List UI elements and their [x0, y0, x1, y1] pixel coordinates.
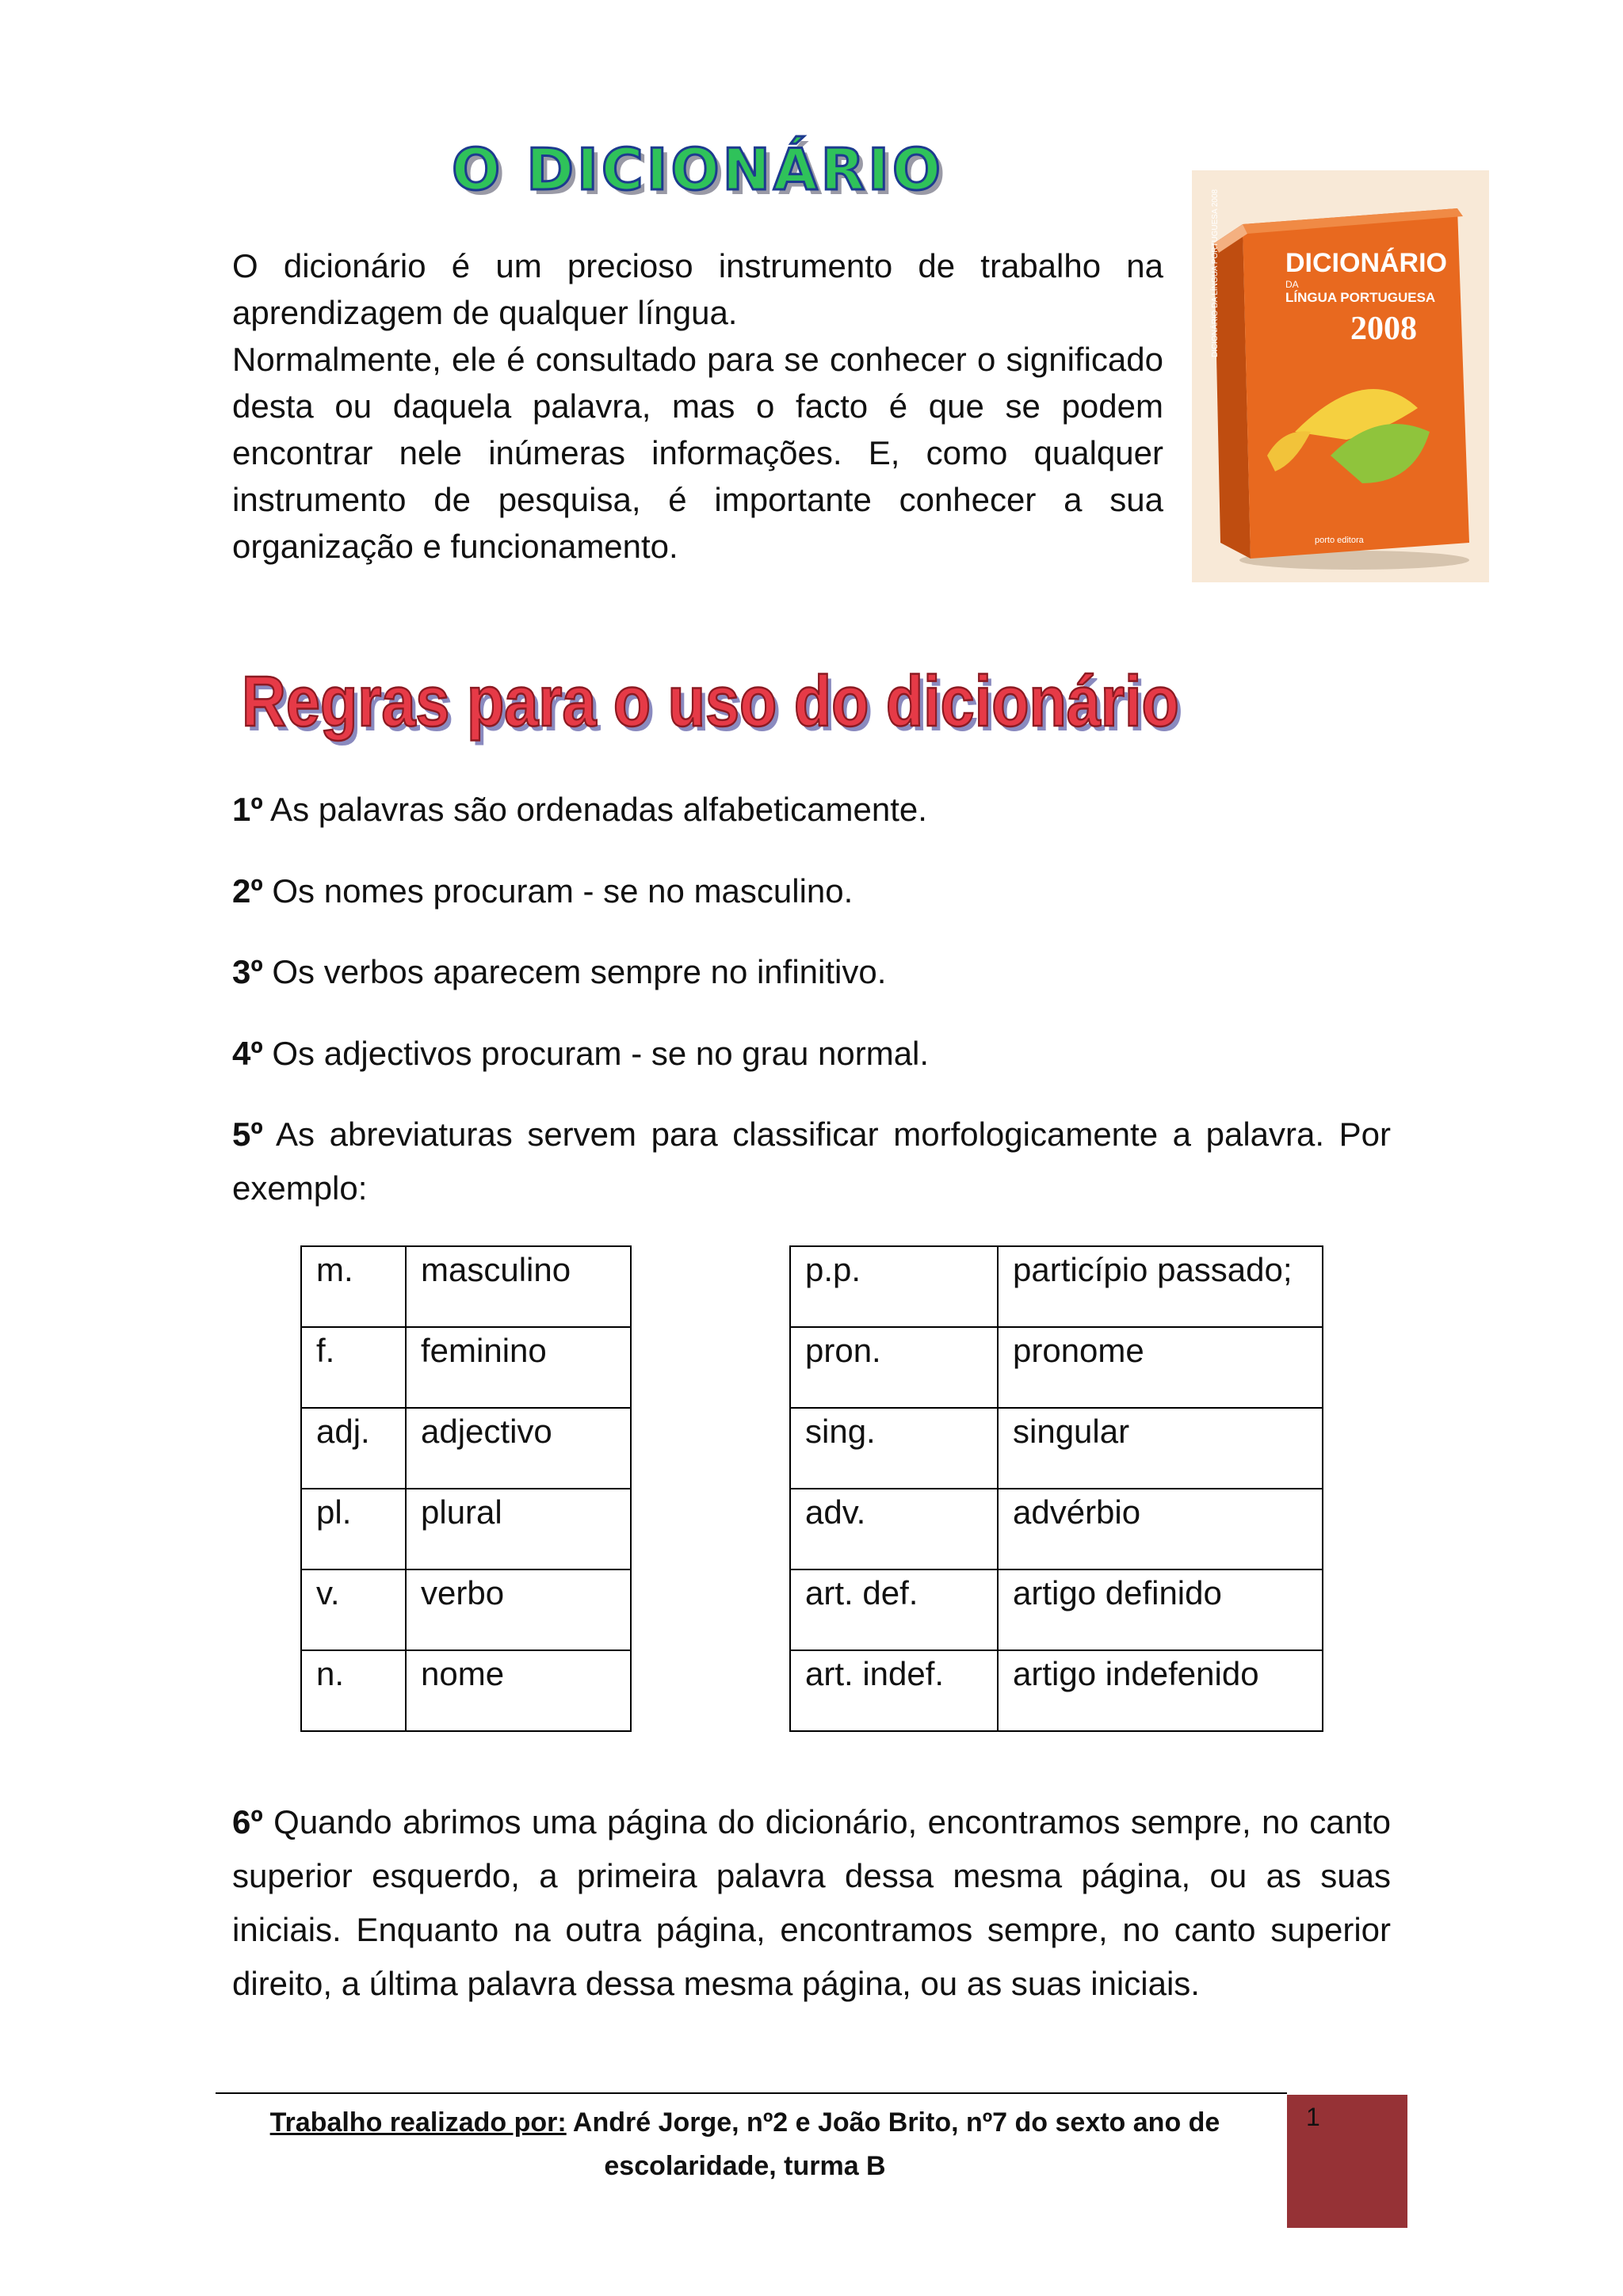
page-number-box: [1287, 2095, 1407, 2228]
page-title: O DICIONÁRIO: [452, 136, 945, 203]
abbreviations-table-left: [300, 1245, 632, 1732]
abbr-cell: art. def.: [790, 1569, 998, 1650]
abbr-cell: v.: [301, 1569, 406, 1650]
rule-number: 4º: [232, 1035, 263, 1072]
rule-6: [232, 1795, 1391, 2011]
meaning-cell: adjectivo: [406, 1408, 631, 1489]
rule-4: [232, 1027, 1391, 1081]
meaning-cell: artigo indefenido: [998, 1650, 1323, 1731]
abbr-cell: f.: [301, 1327, 406, 1408]
abbr-cell: art. indef.: [790, 1650, 998, 1731]
rule-3: [232, 945, 1391, 999]
meaning-cell: masculino: [406, 1246, 631, 1327]
abbr-cell: pron.: [790, 1327, 998, 1408]
meaning-cell: artigo definido: [998, 1569, 1323, 1650]
book-cover-year: 2008: [1350, 311, 1417, 347]
rule-text: As abreviaturas servem para classificar morfologicamente a palavra. Por exemplo:: [232, 1116, 1391, 1207]
abbr-cell: sing.: [790, 1408, 998, 1489]
intro-paragraph-2: Normalmente, ele é consultado para se conhecer o significado desta ou daquela palavra, mas o facto é que se podem encontrar nele inúmeras informações. E, como qualquer instrumento de pesquisa, é importante conhecer a sua organização e funcionamento.: [232, 341, 1163, 565]
table-row: [790, 1246, 1323, 1327]
table-row: [790, 1489, 1323, 1569]
meaning-cell: particípio passado;: [998, 1246, 1323, 1327]
rule-number: 1º: [232, 791, 263, 828]
intro-paragraph-1: O dicionário é um precioso instrumento de trabalho na aprendizagem de qualquer língua.: [232, 247, 1163, 331]
abbr-cell: adv.: [790, 1489, 998, 1569]
meaning-cell: pronome: [998, 1327, 1323, 1408]
meaning-cell: singular: [998, 1408, 1323, 1489]
table-row: [790, 1408, 1323, 1489]
footer-label: Trabalho realizado por:: [269, 2107, 567, 2138]
footer-authors: André Jorge, nº2 e João Brito, nº7 do sexto ano de escolaridade, turma B: [566, 2107, 1220, 2181]
abbreviations-table-right: [789, 1245, 1323, 1732]
section-title: Regras para o uso do dicionário: [242, 662, 1179, 742]
rule-number: 6º: [232, 1803, 263, 1840]
table-row: [301, 1569, 631, 1650]
rule-5: [232, 1108, 1391, 1215]
dictionary-book-image: [1192, 170, 1489, 582]
rule-text: Quando abrimos uma página do dicionário, encontramos sempre, no canto superior esquerdo, a primeira palavra dessa mesma página, ou as suas iniciais. Enquanto na outra página, encontramos sempre, no canto superior direito, a última palavra dessa mesma página, ou as suas iniciais.: [232, 1803, 1391, 2002]
rule-text: Os nomes procuram - se no masculino.: [262, 872, 854, 910]
meaning-cell: verbo: [406, 1569, 631, 1650]
book-publisher: porto editora: [1315, 536, 1364, 545]
rule-text: As palavras são ordenadas alfabeticamente.: [262, 791, 927, 828]
abbr-cell: p.p.: [790, 1246, 998, 1327]
meaning-cell: plural: [406, 1489, 631, 1569]
rule-number: 2º: [232, 872, 263, 910]
table-row: [790, 1569, 1323, 1650]
rule-2: [232, 864, 1391, 918]
book-spine-text: DICIONÁRIO DA LÍNGUA PORTUGUESA 2008: [1211, 189, 1220, 357]
abbr-cell: pl.: [301, 1489, 406, 1569]
rule-text: Os adjectivos procuram - se no grau normal.: [262, 1035, 930, 1072]
abbr-cell: n.: [301, 1650, 406, 1731]
footer-divider: [216, 2092, 1287, 2094]
footer-credits: [230, 2101, 1260, 2188]
meaning-cell: advérbio: [998, 1489, 1323, 1569]
table-row: [790, 1650, 1323, 1731]
meaning-cell: nome: [406, 1650, 631, 1731]
book-cover-title: DICIONÁRIO: [1285, 248, 1447, 278]
rule-text: Os verbos aparecem sempre no infinitivo.: [262, 953, 887, 990]
table-row: [301, 1650, 631, 1731]
table-row: [301, 1489, 631, 1569]
rule-1: [232, 783, 1391, 837]
table-row: [790, 1327, 1323, 1408]
table-row: [301, 1246, 631, 1327]
page-number: 1: [1306, 2103, 1320, 2131]
book-cover-sub1: DA: [1285, 279, 1299, 290]
table-row: [301, 1408, 631, 1489]
intro-text: [232, 242, 1163, 570]
table-row: [301, 1327, 631, 1408]
rule-number: 5º: [232, 1116, 263, 1153]
book-cover-sub2: LÍNGUA PORTUGUESA: [1285, 290, 1436, 305]
abbr-cell: adj.: [301, 1408, 406, 1489]
abbr-cell: m.: [301, 1246, 406, 1327]
rule-number: 3º: [232, 953, 263, 990]
meaning-cell: feminino: [406, 1327, 631, 1408]
